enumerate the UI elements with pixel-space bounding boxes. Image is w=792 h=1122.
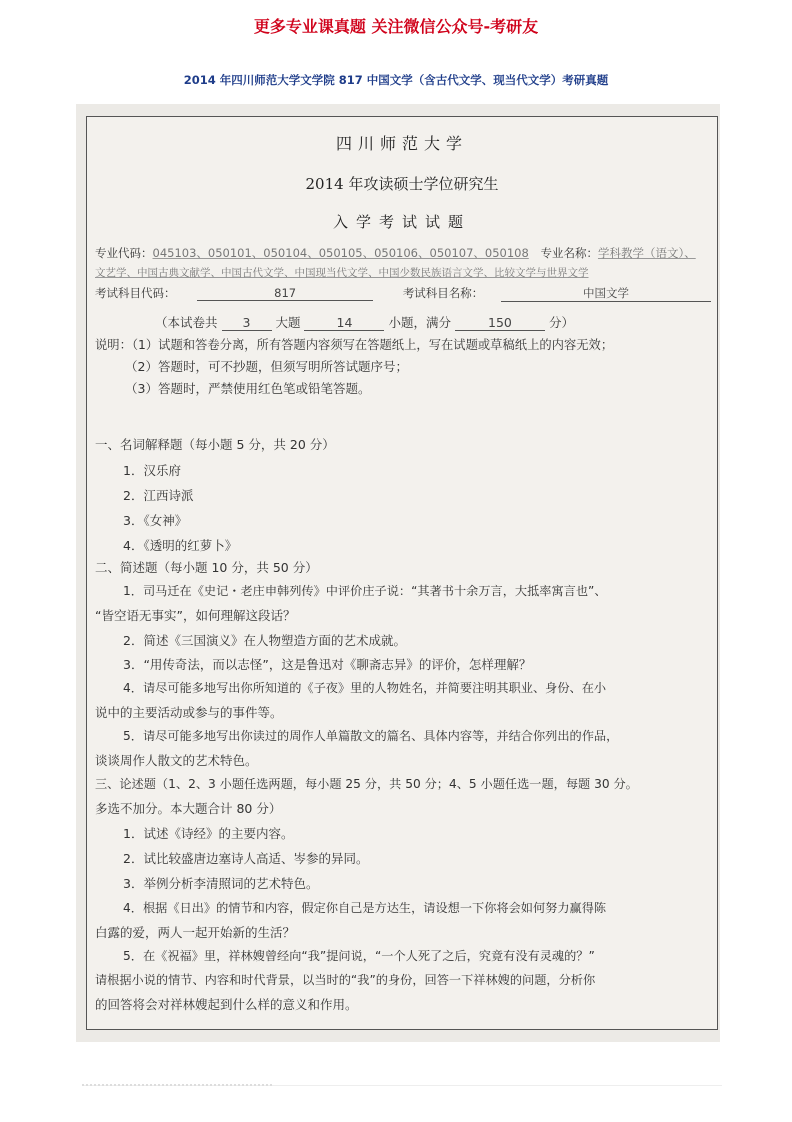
subject-name: 中国文学 — [501, 285, 711, 302]
major-code-label: 专业代码： — [95, 246, 153, 260]
totals-row — [155, 313, 574, 331]
s2-line-3: 2．简述《三国演义》在人物塑造方面的艺术成就。 — [123, 633, 406, 648]
promo-banner: 更多专业课真题 关注微信公众号-考研友 — [253, 17, 539, 36]
major-name-row — [95, 265, 589, 280]
totals-big-count: 3 — [222, 315, 272, 331]
s1-item-4: 4．《透明的红萝卜》 — [123, 538, 238, 553]
s1-item-1: 1．汉乐府 — [123, 463, 181, 478]
section-1-title: 一、名词解释题（每小题 5 分，共 20 分） — [95, 437, 335, 452]
s2-line-7: 5．请尽可能多地写出你读过的周作人单篇散文的篇名、具体内容等，并结合你列出的作品， — [123, 729, 619, 743]
totals-prefix: （本试卷共 — [155, 315, 218, 330]
s2-line-5: 4．请尽可能多地写出你所知道的《子夜》里的人物姓名，并简要注明其职业、身份、在小 — [123, 681, 607, 695]
totals-big-unit: 大题 — [275, 315, 301, 330]
exam-sheet — [86, 116, 718, 1030]
s1-item-3: 3．《女神》 — [123, 513, 188, 528]
major-name-1: 学科教学（语文）、 — [597, 246, 696, 260]
s1-item-2: 2．江西诗派 — [123, 488, 194, 503]
document-subtitle: 2014 年四川师范大学文学院 817 中国文学（含古代文学、现当代文学）考研真题 — [183, 73, 609, 87]
totals-small-unit: 小题，满分 — [388, 315, 451, 330]
s3-line-5: 白露的爱，两人一起开始新的生活？ — [95, 925, 296, 940]
totals-small-count: 14 — [304, 315, 384, 331]
s3-line-7: 请根据小说的情节、内容和时代背景，以当时的“我”的身份，回答一下祥林嫂的问题，分析你 — [95, 973, 596, 987]
s2-line-1: 1．司马迁在《史记・老庄申韩列传》中评价庄子说：“其著书十余万言，大抵率寓言也”、 — [123, 584, 607, 598]
section-3-title-1: 三、论述题（1、2、3 小题任选两题，每小题 25 分，共 50 分；4、5 小题任选一题，每题 30 分。 — [95, 777, 638, 791]
totals-score: 150 — [455, 315, 545, 331]
subject-code-label: 考试科目代码： — [95, 286, 176, 300]
s2-line-2: “皆空语无事实”，如何理解这段话？ — [95, 608, 296, 623]
subject-name-label: 考试科目名称： — [402, 286, 484, 300]
note-2: （2）答题时，可不抄题，但须写明所答试题序号； — [125, 359, 408, 374]
section-3-title-2: 多选不加分。本大题合计 80 分） — [95, 801, 282, 816]
paper-title: 入学考试试题 — [332, 213, 471, 231]
major-code-row — [95, 245, 696, 261]
s2-line-6: 说中的主要活动或参与的事件等。 — [95, 705, 283, 720]
s3-line-6: 5．在《祝福》里，祥林嫂曾经向“我”提问说，“一个人死了之后，究竟有没有灵魂的？” — [123, 949, 595, 963]
major-codes: 045103、050101、050104、050105、050106、050107、050108 — [152, 246, 529, 260]
note-3: （3）答题时，严禁使用红色笔或铅笔答题。 — [125, 381, 371, 396]
s3-line-1: 1．试述《诗经》的主要内容。 — [123, 826, 294, 841]
footer-dots — [82, 1084, 272, 1089]
s3-line-3: 3．举例分析李清照词的艺术特色。 — [123, 876, 319, 891]
totals-score-unit: 分） — [548, 315, 574, 330]
major-name-label: 专业名称： — [540, 246, 598, 260]
major-name-2: 文艺学、中国古典文献学、中国古代文学、中国现当代文学、中国少数民族语言文学、比较文学与世界文学 — [95, 267, 589, 279]
s3-line-4: 4．根据《日出》的情节和内容，假定你自己是方达生，请设想一下你将会如何努力赢得陈 — [123, 901, 607, 915]
s3-line-8: 的回答将会对祥林嫂起到什么样的意义和作用。 — [95, 997, 358, 1012]
exam-title: 2014 年攻读硕士学位研究生 — [305, 175, 499, 193]
subject-code: 817 — [197, 286, 373, 301]
university-name: 四川师范大学 — [335, 134, 468, 153]
s3-line-2: 2．试比较盛唐边塞诗人高适、岑参的异同。 — [123, 851, 369, 866]
section-2-title: 二、简述题（每小题 10 分，共 50 分） — [95, 560, 318, 575]
note-1: 说明：（1）试题和答卷分离，所有答题内容须写在答题纸上，写在试题或草稿纸上的内容无效； — [95, 338, 614, 352]
subject-row — [95, 285, 711, 302]
s2-line-8: 谈谈周作人散文的艺术特色。 — [95, 753, 258, 768]
s2-line-4: 3．“用传奇法，而以志怪”，这是鲁迅对《聊斋志异》的评价，怎样理解？ — [123, 657, 532, 672]
